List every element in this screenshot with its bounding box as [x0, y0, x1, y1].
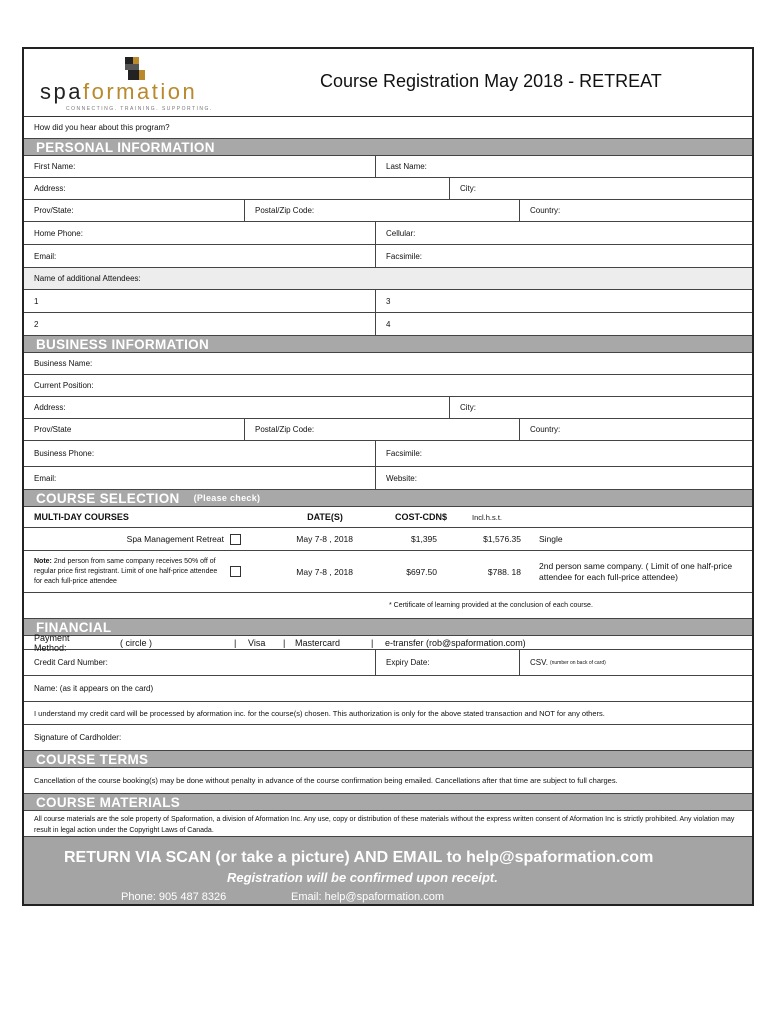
terms-text: Cancellation of the course booking(s) may be done without penalty in advance of the course confirmation being emailed. Cancellations after that time are subject to full charges. — [34, 776, 618, 785]
section-personal-header: PERSONAL INFORMATION — [24, 139, 752, 156]
footer-email[interactable]: Email: help@spaformation.com — [291, 891, 445, 903]
expiry-date-field[interactable]: Expiry Date: — [376, 650, 520, 675]
business-facsimile-field[interactable]: Facsimile: — [386, 449, 423, 458]
course-cost: $1,395 — [411, 534, 437, 544]
course-note: Note: 2nd person from same company receives 50% off of regular price first registrant. Limit of one half-price attendee for each full-price attendee — [34, 557, 218, 585]
return-instructions: RETURN VIA SCAN (or take a picture) AND EMAIL to help@spaformation.com — [64, 849, 654, 866]
section-materials-header: COURSE MATERIALS — [24, 794, 752, 811]
business-email-field[interactable]: Email: — [24, 467, 376, 489]
registration-form — [22, 47, 754, 906]
business-name-field[interactable]: Business Name: — [34, 359, 93, 368]
course-cost-incl-tax: $1,576.35 — [483, 534, 521, 544]
credit-card-number-field[interactable]: Credit Card Number: — [24, 650, 376, 675]
city-field[interactable]: City: — [460, 184, 476, 193]
page-title: Course Registration May 2018 - RETREAT — [320, 71, 662, 91]
course-type: Single — [539, 534, 563, 544]
cardholder-name-field[interactable]: Name: (as it appears on the card) — [34, 684, 154, 693]
course-name: Spa Management Retreat — [126, 534, 224, 544]
business-prov-field[interactable]: Prov/State — [24, 419, 245, 440]
course-table-header: MULTI-DAY COURSES DATE(S) COST-CDN$ Incl.h.s.t. — [24, 507, 752, 528]
postal-code-field[interactable]: Postal/Zip Code: — [245, 200, 520, 221]
business-phone-field[interactable]: Business Phone: — [24, 441, 376, 466]
visa-option[interactable]: Visa — [248, 637, 266, 648]
facsimile-field[interactable]: Facsimile: — [386, 251, 423, 261]
attendee-3-field[interactable]: 3 — [386, 296, 391, 306]
last-name-field[interactable]: Last Name: — [386, 162, 427, 171]
section-terms-header: COURSE TERMS — [24, 751, 752, 768]
csv-field[interactable]: CSV. (number on back of card) — [530, 658, 606, 667]
authorization-statement: I understand my credit card will be processed by aformation inc. for the course(s) chosen. This authorization is only for the above stated transaction and NOT for any others. — [34, 708, 605, 718]
certificate-note: * Certificate of learning provided at the conclusion of each course. — [389, 602, 593, 609]
attendees-label: Name of additional Attendees: — [34, 274, 141, 283]
how-heard-field[interactable]: How did you hear about this program? — [24, 117, 752, 139]
prov-state-field[interactable]: Prov/State: — [24, 200, 245, 221]
business-city-field[interactable]: City: — [460, 403, 476, 412]
section-financial-header: FINANCIAL — [24, 619, 752, 636]
country-field[interactable]: Country: — [530, 206, 561, 215]
signature-field[interactable]: Signature of Cardholder: — [34, 733, 122, 742]
attendee-2-field[interactable]: 2 — [24, 313, 376, 335]
attendee-1-field[interactable]: 1 — [24, 290, 376, 312]
section-course-header: COURSE SELECTION (Please check) — [24, 490, 752, 507]
first-name-field[interactable]: First Name: — [24, 156, 376, 177]
email-field[interactable]: Email: — [24, 245, 376, 267]
website-field[interactable]: Website: — [386, 473, 417, 483]
attendee-4-field[interactable]: 4 — [386, 319, 391, 329]
payment-method-row: Payment Method: ( circle ) | Visa | Mastercard | e-transfer (rob@spaformation.com) — [24, 636, 752, 650]
mastercard-option[interactable]: Mastercard — [295, 637, 341, 648]
confirmation-note: Registration will be confirmed upon receipt. — [227, 870, 498, 885]
course-single-checkbox[interactable] — [230, 534, 241, 545]
course-second-person-checkbox[interactable] — [230, 566, 241, 577]
course-row-single — [24, 528, 752, 551]
course-second-person-desc: 2nd person same company. ( Limit of one half-price attendee for each full-price attendee) — [539, 560, 733, 582]
course-date: May 7-8 , 2018 — [296, 534, 353, 544]
form-header — [24, 49, 752, 117]
business-address-field[interactable]: Address: — [24, 397, 450, 418]
cellular-field[interactable]: Cellular: — [386, 228, 416, 238]
footer-banner — [24, 837, 752, 904]
logo-wordmark: spaformation — [40, 79, 198, 104]
logo-tagline: CONNECTING. TRAINING. SUPPORTING. — [66, 106, 213, 112]
business-country-field[interactable]: Country: — [530, 425, 561, 434]
current-position-field[interactable]: Current Position: — [34, 381, 94, 390]
materials-text: All course materials are the sole property of Spaformation, a division of Aformation Inc. Any use, copy or distribution of these materials without the express written consent of Aformation Inc is strictly prohibited. Any violation may result in legal action under the Copyright Laws of Canada. — [34, 816, 735, 834]
home-phone-field[interactable]: Home Phone: — [24, 222, 376, 244]
etransfer-option[interactable]: e-transfer (rob@spaformation.com) — [385, 637, 526, 648]
business-postal-field[interactable]: Postal/Zip Code: — [245, 419, 520, 440]
section-business-header: BUSINESS INFORMATION — [24, 336, 752, 353]
address-field[interactable]: Address: — [24, 178, 450, 199]
footer-phone: Phone: 905 487 8326 — [121, 891, 227, 903]
course-row-second-person: Note: 2nd person from same company receives 50% off of regular price first registrant. Limit of one half-price attendee for each full-price attendee May 7-8 , 2018 $697.50 $788. 18 2nd person same company. ( Limit of one half-price attendee for each full-price attendee) — [24, 551, 752, 593]
